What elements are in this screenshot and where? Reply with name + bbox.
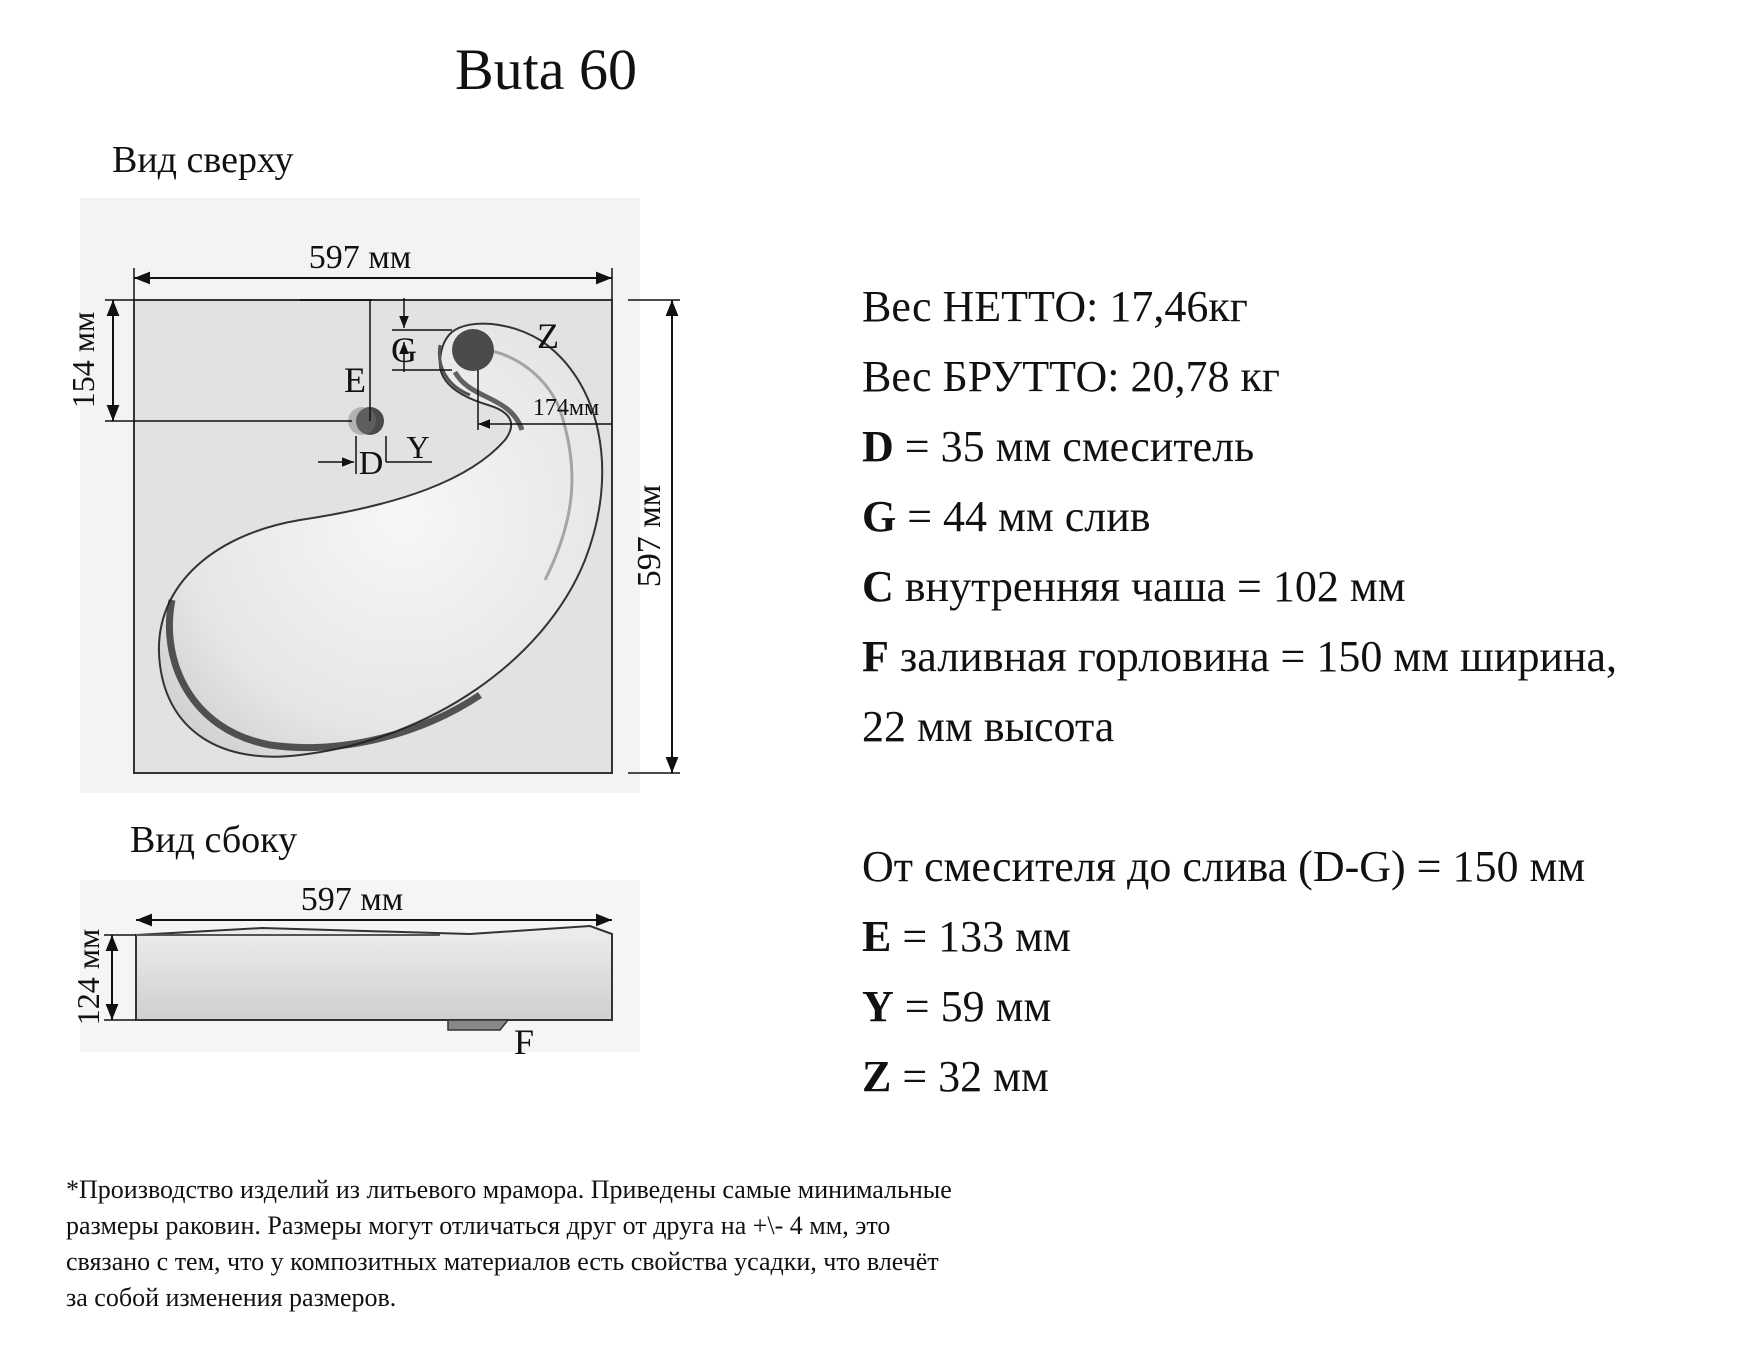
spec-c xyxy=(862,552,1617,622)
marker-g: G xyxy=(391,330,417,370)
marker-e: E xyxy=(344,360,366,400)
spec-g xyxy=(862,482,1617,552)
marker-y: Y xyxy=(406,429,430,465)
spec-z-key: Z xyxy=(862,1052,892,1101)
footnote-line-3: связано с тем, что у композитных материалов есть свойства усадки, что влечёт xyxy=(66,1247,939,1276)
spec-brutto-label: Вес БРУТТО: xyxy=(862,352,1120,401)
drain-offset-label: 174мм xyxy=(532,395,600,421)
spec-d xyxy=(862,412,1617,482)
spec-dg xyxy=(862,832,1617,902)
spec-netto-value: 17,46кг xyxy=(1109,282,1248,331)
spec-f xyxy=(862,622,1617,692)
footnote xyxy=(66,1172,1116,1316)
spec-dg-text: От смесителя до слива (D-G) = 150 мм xyxy=(862,842,1586,891)
basin-side-profile xyxy=(136,926,612,1020)
spec-brutto xyxy=(862,342,1617,412)
spec-z-text: = 32 мм xyxy=(902,1052,1049,1101)
top-view xyxy=(65,198,680,793)
spec-d-text: = 35 мм смеситель xyxy=(904,422,1255,471)
spec-y xyxy=(862,972,1617,1042)
offset-154-label: 154 мм xyxy=(65,311,101,409)
spec-c-text: внутренняя чаша = 102 мм xyxy=(904,562,1406,611)
spec-e-key: E xyxy=(862,912,892,961)
spec-g-key: G xyxy=(862,492,897,541)
spec-c-key: C xyxy=(862,562,894,611)
drain-hole xyxy=(452,329,494,371)
mixer-hole-shadow xyxy=(348,407,376,435)
side-view-label: Вид сбоку xyxy=(130,819,298,861)
spec-netto xyxy=(862,272,1617,342)
overflow-neck xyxy=(448,1020,508,1030)
marker-d: D xyxy=(358,445,384,482)
footnote-line-1: *Производство изделий из литьевого мрамора. Приведены самые минимальные xyxy=(66,1175,952,1204)
spec-y-text: = 59 мм xyxy=(904,982,1052,1031)
top-view-label: Вид сверху xyxy=(112,139,294,181)
product-title: Buta 60 xyxy=(455,37,638,102)
spec-netto-label: Вес НЕТТО: xyxy=(862,282,1099,331)
top-width-label: 597 мм xyxy=(308,239,412,276)
side-width-label: 597 мм xyxy=(300,881,404,918)
spec-e-text: = 133 мм xyxy=(902,912,1071,961)
spec-f-continuation xyxy=(862,692,1617,762)
spec-f-key: F xyxy=(862,632,889,681)
spec-f-text-cont: 22 мм высота xyxy=(862,702,1115,751)
side-view xyxy=(70,880,640,1062)
spec-e xyxy=(862,902,1617,972)
spec-y-key: Y xyxy=(862,982,894,1031)
footnote-line-2: размеры раковин. Размеры могут отличаться друг от друга на +\- 4 мм, это xyxy=(66,1211,891,1240)
spec-f-text: заливная горловина = 150 мм ширина, xyxy=(899,632,1618,681)
spec-brutto-value: 20,78 кг xyxy=(1130,352,1280,401)
marker-z: Z xyxy=(537,316,559,356)
footnote-line-4: за собой изменения размеров. xyxy=(66,1283,397,1312)
top-height-label: 597 мм xyxy=(631,484,668,588)
specifications xyxy=(862,272,1617,1112)
side-height-label: 124 мм xyxy=(70,928,106,1026)
spec-d-key: D xyxy=(862,422,894,471)
spec-g-text: = 44 мм слив xyxy=(907,492,1151,541)
marker-f: F xyxy=(513,1022,535,1062)
spec-z xyxy=(862,1042,1617,1112)
